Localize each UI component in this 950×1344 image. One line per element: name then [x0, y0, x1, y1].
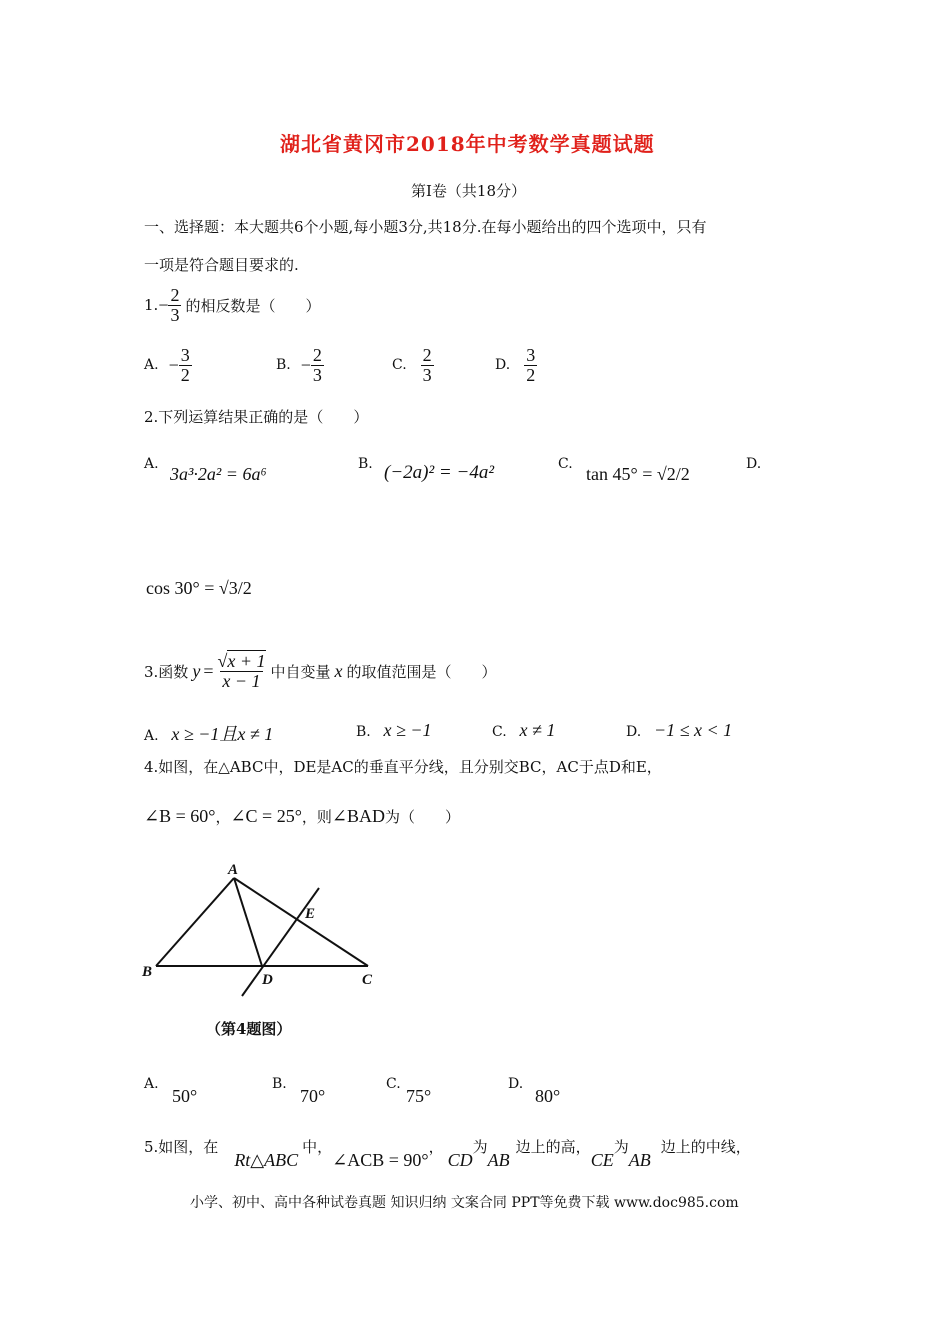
q3-option-b: [356, 720, 432, 741]
q1-option-c-fraction: [421, 346, 434, 385]
q1-option-a-fraction: [179, 346, 192, 385]
q3-var: x: [334, 660, 343, 681]
q3-prefix: 3.函数: [144, 662, 189, 681]
q3-option-a-label: A.: [144, 728, 159, 744]
q2-option-d-label: D.: [746, 456, 762, 472]
q1-numerator: 2: [170, 285, 180, 305]
point-d: D: [262, 972, 273, 988]
q1-option-c-label: C.: [392, 357, 407, 374]
q5-midline: 边上的中线，: [660, 1138, 751, 1156]
question-4-line-1: 4.如图，在△ABC中，DE是AC的垂直平分线，且分别交BC，AC于点D和E，: [144, 758, 662, 776]
point-a: A: [228, 862, 239, 878]
point-e: E: [305, 906, 316, 922]
q1-option-a: [144, 346, 192, 385]
q3-option-b-label: B.: [356, 724, 371, 740]
page-footer: 小学、初中、高中各种试卷真题 知识归纳 文案合同 PPT等免费下载 www.doc985.com: [190, 1195, 739, 1211]
q4-cond-c: ∠C = 25°: [230, 806, 302, 826]
q2-option-b-expr: (−2a)² = −4a²: [384, 462, 495, 483]
q5-cd: CD: [447, 1150, 473, 1170]
question-3-stem: [144, 652, 497, 691]
q5-angle: ∠ACB = 90°: [332, 1150, 429, 1170]
q1-option-d: [495, 346, 537, 385]
q4-then: ，则: [301, 808, 332, 826]
q1-text: 的相反数是（ ）: [185, 296, 321, 315]
q1-option-b-num: 2: [312, 345, 322, 365]
segment-ab: [156, 878, 234, 966]
q4-cond-bad: ∠BAD: [331, 806, 385, 826]
q2-option-c-label: C.: [558, 456, 573, 472]
q1-option-c: [392, 346, 434, 385]
q4-cond-b: ∠B = 60°: [144, 806, 216, 826]
q3-suffix: 的取值范围是（ ）: [346, 662, 497, 681]
q5-ce: CE: [590, 1150, 614, 1170]
q1-option-a-label: A.: [144, 357, 159, 374]
q5-triangle: Rt△ABC: [234, 1150, 299, 1170]
q1-option-d-label: D.: [495, 357, 511, 374]
q3-option-a-expr: x ≥ −1且x ≠ 1: [171, 724, 274, 744]
q1-option-a-den: 2: [180, 364, 190, 385]
q1-option-b-label: B.: [276, 357, 291, 374]
question-4-line-2: [144, 806, 460, 827]
section-heading: 第Ⅰ卷（共18分）: [411, 182, 527, 200]
q3-y: y: [192, 660, 201, 681]
q3-option-d: [626, 720, 732, 741]
point-c: C: [362, 972, 373, 988]
q3-numerator: √x + 1: [217, 651, 266, 671]
q5-zhong: 中，: [302, 1138, 333, 1156]
q1-denominator: 3: [170, 304, 180, 325]
q1-option-d-den: 2: [526, 364, 536, 385]
q4-option-c-label: C.: [386, 1076, 401, 1092]
question-1-stem: [144, 286, 320, 325]
q1-option-a-num: 3: [180, 345, 190, 365]
q3-option-a: [144, 720, 273, 746]
q1-option-b-sign: −: [300, 354, 311, 375]
q1-option-d-fraction: [524, 346, 537, 385]
instructions-line-1: 一、选择题：本大题共6个小题,每小题3分,共18分.在每小题给出的四个选项中，只有: [144, 218, 707, 236]
q3-option-c: [492, 720, 555, 741]
page-title: 湖北省黄冈市2018年中考数学真题试题: [280, 132, 655, 156]
question-5-stem: [144, 1136, 751, 1171]
q1-option-a-sign: −: [168, 354, 179, 375]
point-b: B: [142, 964, 153, 980]
q2-option-a-expr: 3a³·2a² = 6a⁶: [170, 464, 267, 484]
instructions-line-2: 一项是符合题目要求的.: [144, 256, 299, 274]
q1-option-c-den: 3: [422, 364, 432, 385]
q3-function: [192, 652, 266, 691]
q3-eq: =: [203, 660, 214, 681]
q2-option-d-expr: cos 30° = √3/2: [146, 578, 252, 598]
question-2-stem: 2.下列运算结果正确的是（ ）: [144, 408, 369, 426]
q2-option-c-expr: tan 45° = √2/2: [586, 464, 690, 484]
q2-option-a-label: A.: [144, 456, 159, 472]
q5-wei-1: 为: [472, 1138, 488, 1156]
q3-denominator: x − 1: [222, 670, 261, 691]
q4-option-b-value: 70°: [300, 1086, 326, 1106]
q3-option-d-expr: −1 ≤ x < 1: [653, 720, 733, 740]
q4-option-a-value: 50°: [172, 1086, 198, 1106]
q3-option-c-expr: x ≠ 1: [519, 720, 556, 740]
q1-sign: −: [158, 294, 169, 315]
segment-ac: [234, 878, 368, 966]
q4-option-a-label: A.: [144, 1076, 159, 1092]
q4-option-d-value: 80°: [535, 1086, 561, 1106]
q4-option-d-label: D.: [508, 1076, 524, 1092]
q1-option-c-num: 2: [422, 345, 432, 365]
q5-wei-2: 为: [613, 1138, 629, 1156]
q1-fraction: [168, 286, 181, 325]
q1-option-d-num: 3: [526, 345, 536, 365]
q5-ab-1: AB: [487, 1150, 510, 1170]
q1-number: 1.: [144, 296, 159, 315]
q1-option-b: [276, 346, 324, 385]
q5-comma: ，: [428, 1138, 444, 1156]
q4-sep: ，: [215, 808, 231, 826]
q3-option-c-label: C.: [492, 724, 507, 740]
q2-option-b-label: B.: [358, 456, 373, 472]
q1-option-b-fraction: [311, 346, 324, 385]
q3-option-b-expr: x ≥ −1: [383, 720, 432, 740]
q5-prefix: 5.如图，在: [144, 1138, 219, 1156]
segment-ad: [234, 878, 262, 966]
q5-gao: 边上的高，: [515, 1138, 591, 1156]
q4-figure-caption: （第4题图）: [206, 1020, 292, 1038]
q3-mid: 中自变量: [270, 662, 331, 681]
q4-ask: 为（ ）: [385, 808, 461, 826]
q3-fraction: [216, 652, 266, 691]
q1-option-b-den: 3: [312, 364, 322, 385]
q3-option-d-label: D.: [626, 724, 642, 740]
q4-option-b-label: B.: [272, 1076, 287, 1092]
q4-option-c-value: 75°: [406, 1086, 432, 1106]
q5-ab-2: AB: [628, 1150, 651, 1170]
